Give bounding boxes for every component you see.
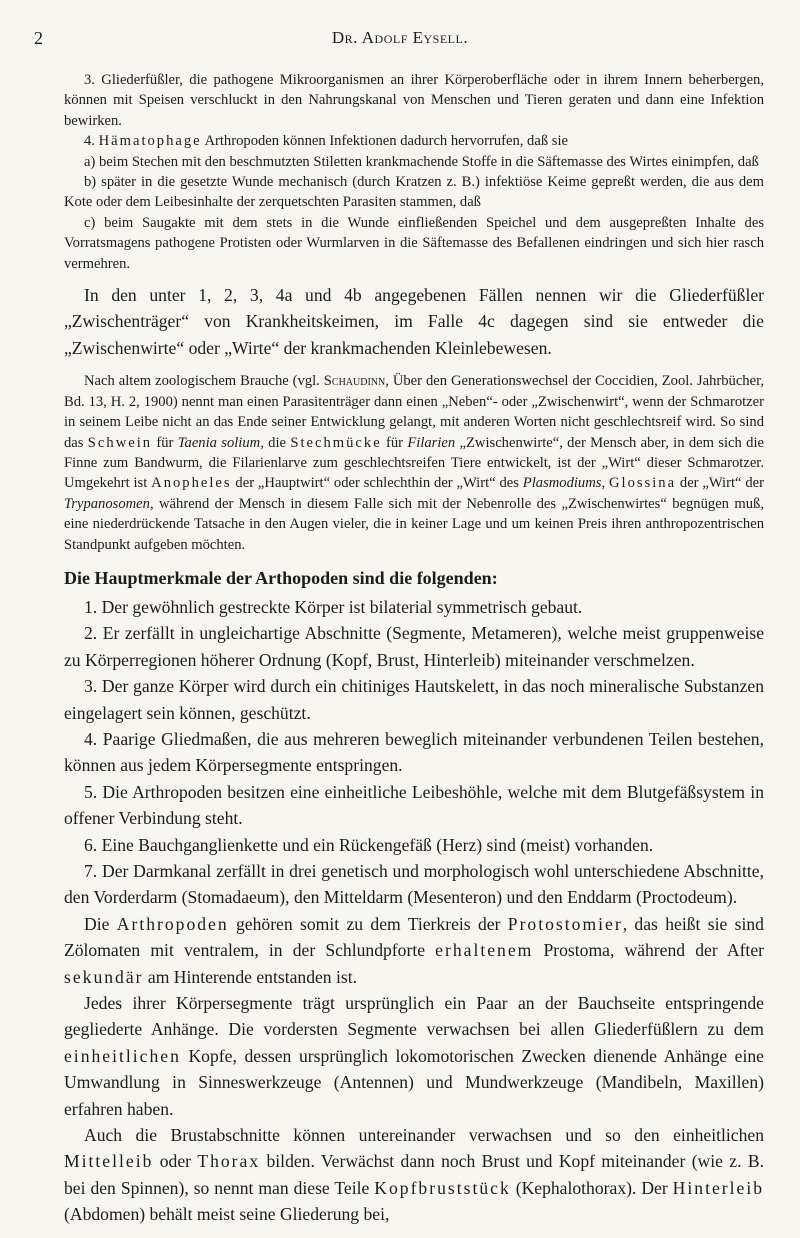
text-run: , die bbox=[260, 434, 291, 451]
feature-item-6: 6. Eine Bauchganglienkette und ein Rückengefäß (Herz) sind (meist) vorhanden. bbox=[84, 834, 654, 855]
text-run: Auch die Brustabschnitte können untereinander verwachsen und so den einheitlichen bbox=[84, 1125, 764, 1146]
text-run: , Über den Generationswechsel der Coccidien, Zool. Jahrbücher, Bd. 13, H. 2, 1900) nennt man einen Parasitenträger dann einen „Neben“- oder „Zwischenwirt“, wenn der Schmarotzer in seinem Leibe nicht an das Ende seiner Entwicklung gelangt, mit anderen Worten nicht geschlechtsreif wird. So sind das bbox=[64, 373, 764, 451]
paragraph-zwischentraeger: In den unter 1, 2, 3, 4a und 4b angegebenen Fällen nennen wir die Gliederfüßler „Zwischenträger“ von Krankheitskeimen, im Falle 4c dagegen sind sie entweder die „Zwischenwirte“ oder „Wirte“ der krankmachenden Kleinlebewesen. bbox=[64, 285, 764, 358]
text-run: (Kephalothorax). Der bbox=[510, 1177, 673, 1198]
paragraph-item-4a: a) beim Stechen mit den beschmutzten Stiletten krankmachende Stoffe in die Säftemasse des Wirtes einimpfen, daß bbox=[84, 153, 759, 170]
text-run: Arthropoden können Infektionen dadurch hervorrufen, daß sie bbox=[201, 133, 568, 150]
term-anopheles: Anopheles bbox=[151, 475, 232, 492]
term-kopfbruststueck: Kopfbruststück bbox=[374, 1177, 511, 1198]
feature-item-2: 2. Er zerfällt in ungleichartige Abschnitte (Segmente, Metameren), welche meist gruppenweise zu Körperregionen höherer Ordnung (Kopf, Brust, Hinterleib) miteinander verschmelzen. bbox=[64, 623, 764, 670]
paragraph-brust bbox=[64, 1122, 764, 1228]
text-run: der „Wirt“ der bbox=[676, 475, 765, 492]
text-run: Nach altem zoologischem Brauche (vgl. bbox=[84, 373, 324, 390]
term-thorax: Thorax bbox=[197, 1151, 261, 1172]
term-taenia-solium: Taenia solium bbox=[177, 434, 261, 451]
running-head: Dr. Adolf Eysell. bbox=[331, 28, 469, 47]
page-header bbox=[34, 28, 766, 54]
feature-item-5: 5. Die Arthropoden besitzen eine einheitliche Leibeshöhle, welche mit dem Blutgefäßsystem in offener Verbindung steht. bbox=[64, 781, 764, 829]
term-filarien: Filarien bbox=[407, 434, 456, 451]
author-name: Schaudinn bbox=[323, 373, 386, 390]
text-run: Prostoma, während der After bbox=[533, 940, 764, 961]
paragraph-item-4c: c) beim Saugakte mit dem stets in die Wunde einfließenden Speichel und dem ausgepreßten Inhalte des Vorratsmagens pathogene Protisten oder Wurmlarven in die Säftemasse des Befallenen eindringen und sich hier rasch vermehren. bbox=[64, 214, 764, 272]
term-haematophage: Hämatophage bbox=[98, 133, 202, 150]
page-body bbox=[64, 70, 764, 1228]
text-run: Kopfe, dessen ursprünglich lokomotorischen Zwecken dienende Anhänge eine Umwandlung in Sinneswerkzeuge (Antennen) und Mundwerkzeuge (Mandibeln, Maxillen) erfahren haben. bbox=[64, 1045, 764, 1119]
text-run: für bbox=[381, 434, 408, 451]
feature-item-3: 3. Der ganze Körper wird durch ein chitiniges Hautskelett, in das noch mineralische Substanzen eingelagert sein können, geschützt. bbox=[64, 676, 764, 723]
paragraph-schaudinn bbox=[64, 371, 764, 555]
text-run: für bbox=[152, 434, 178, 451]
term-einheitlichen: einheitlichen bbox=[64, 1045, 181, 1066]
term-sekundaer: sekundär bbox=[64, 966, 144, 987]
term-protostomier: Protostomier bbox=[507, 913, 623, 934]
page-number: 2 bbox=[34, 28, 43, 48]
text-run: , während der Mensch in diesem Falle sich mit der Nebenrolle des „Zwischenwirtes“ begnügen muß, eine niederdrückende Tatsache in den Augen vieler, die in keiner Lage und um keinen Preis ihren anthropozentrischen Standpunkt aufgeben möchten. bbox=[64, 495, 764, 553]
text-run: bilden. Verwächst dann noch Brust und Kopf miteinander (wie z. B. bei den Spinnen), so nennt man diese Teile bbox=[64, 1151, 764, 1198]
text-run: Jedes ihrer Körpersegmente trägt ursprünglich ein Paar an der Bauchseite entspringende gegliederte Anhänge. Die vordersten Segmente verwachsen bei allen Gliederfüßlern zu dem bbox=[64, 993, 764, 1040]
term-erhaltenem: erhaltenem bbox=[435, 940, 534, 961]
text-run: (Abdomen) behält meist seine Gliederung bei, bbox=[64, 1204, 390, 1225]
text-run: der „Hauptwirt“ oder schlechthin der „Wirt“ des bbox=[231, 475, 523, 492]
paragraph-item-4 bbox=[64, 131, 764, 151]
text-run: „Zwischenwirte“, der Mensch aber, in dem sich die Finne zum Bandwurm, die Filarienlarve zum geschlechtsreifen Tiere entwickelt, ist der „Wirt“ dieser Schmarotzer. Umgekehrt ist bbox=[64, 434, 764, 492]
text-run: oder bbox=[153, 1151, 198, 1172]
text-run: Die bbox=[84, 913, 117, 934]
term-mittelleib: Mittelleib bbox=[64, 1151, 154, 1172]
paragraph-protostomier bbox=[64, 911, 764, 990]
term-plasmodiums: Plasmodiums bbox=[522, 475, 602, 492]
feature-item-4: 4. Paarige Gliedmaßen, die aus mehreren beweglich miteinander verbundenen Teilen bestehen, können aus jedem Körpersegmente entspringen. bbox=[64, 728, 764, 776]
term-schwein: Schwein bbox=[87, 434, 153, 451]
term-arthropoden: Arthropoden bbox=[116, 913, 229, 934]
feature-item-1: 1. Der gewöhnlich gestreckte Körper ist bilaterial symmetrisch gebaut. bbox=[84, 596, 583, 617]
term-hinterleib: Hinterleib bbox=[672, 1177, 765, 1198]
section-heading: Die Hauptmerkmale der Arthopoden sind die folgenden: bbox=[64, 567, 498, 588]
paragraph-item-3: 3. Gliederfüßler, die pathogene Mikroorganismen an ihrer Körperoberfläche oder in ihrem Innern beherbergen, können mit Speisen verschluckt in den Nahrungskanal von Menschen und Tieren geraten und dann eine Infektion bewirken. bbox=[64, 72, 764, 129]
paragraph-item-4b: b) später in die gesetzte Wunde mechanisch (durch Kratzen z. B.) infektiöse Keime gepreßt werden, die aus dem Kote oder dem Leibesinhalte der zerquetschten Parasiten stammen, daß bbox=[64, 174, 764, 211]
term-glossina: Glossina bbox=[608, 475, 677, 492]
feature-item-7: 7. Der Darmkanal zerfällt in drei genetisch und morphologisch wohl unterschiedene Abschnitte, den Vorderdarm (Stomadaeum), den Mitteldarm (Mesenteron) und den Enddarm (Proctodeum). bbox=[64, 861, 764, 908]
paragraph-segmente bbox=[64, 990, 764, 1122]
text-run: , das heißt sie sind Zölomaten mit ventralem, in der Schlundpforte bbox=[64, 913, 764, 961]
term-stechmuecke: Stechmücke bbox=[290, 434, 382, 451]
text-run: , bbox=[601, 475, 609, 492]
text-run: gehören somit zu dem Tierkreis der bbox=[228, 913, 508, 934]
term-trypanosomen: Trypanosomen bbox=[64, 495, 150, 512]
text-run: am Hinterende entstanden ist. bbox=[143, 966, 358, 987]
item-number: 4. bbox=[84, 133, 99, 150]
